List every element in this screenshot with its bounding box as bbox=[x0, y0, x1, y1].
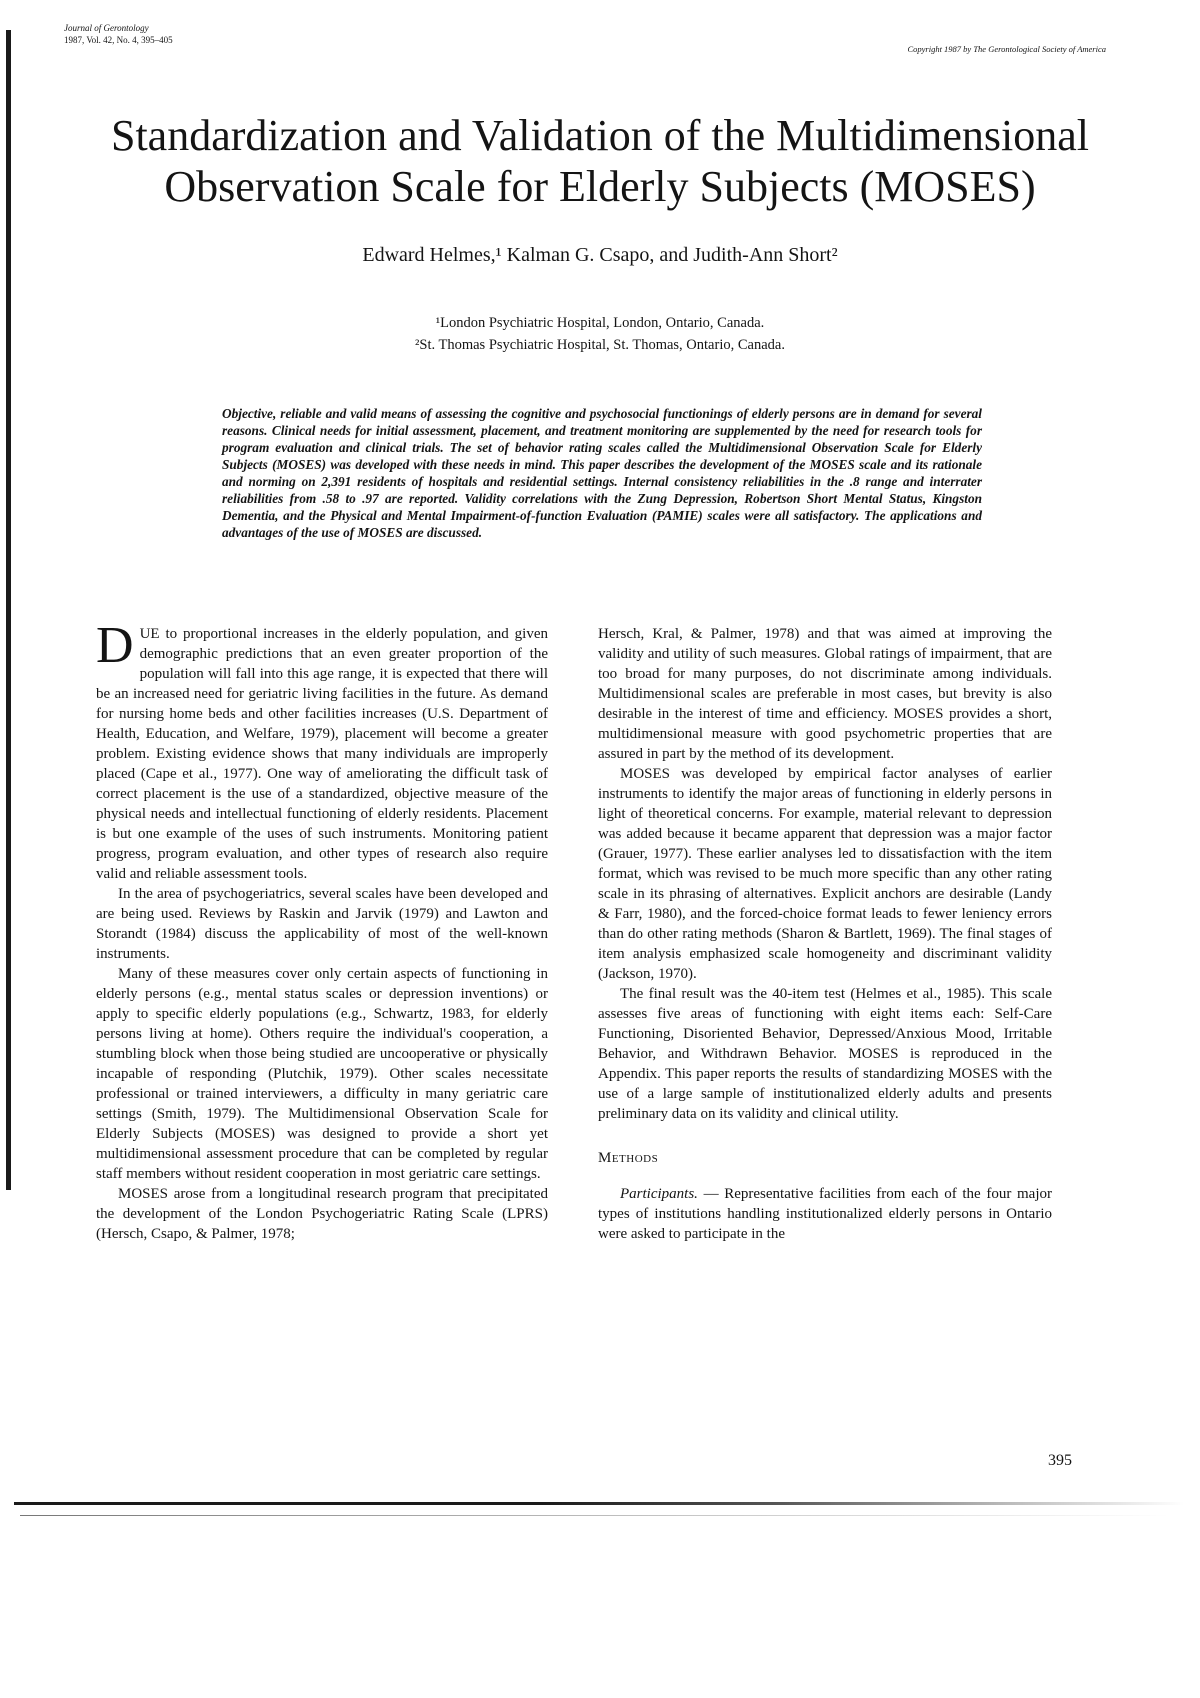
intro-paragraph-2: In the area of psychogeriatrics, several scales have been developed and are being used. Reviews by Raskin and Jarvik (1979) and Lawton and Storandt (1984) discuss the applicability of most of the well-known instruments. bbox=[96, 886, 548, 962]
affiliations bbox=[0, 312, 1200, 356]
intro-paragraph-1-text: UE to proportional increases in the elderly population, and given demographic predictions that an even greater proportion of the population will fall into this age range, it is expected that there will be an increased need for geriatric living facilities in the future. As demand for nursing home beds and other facilities increases (U.S. Department of Health, Education, and Welfare, 1979), placement will become a greater problem. Existing evidence shows that many individuals are improperly placed (Cape et al., 1977). One way of ameliorating the difficult task of correct placement is the use of a standardized, objective measure of the physical needs and intellectual functioning of elderly residents. Placement is but one example of the uses of such instruments. Monitoring patient progress, program evaluation, and other types of research also require valid and reliable assessment tools. bbox=[96, 626, 548, 882]
affiliation-1: ¹London Psychiatric Hospital, London, Ontario, Canada. bbox=[435, 315, 765, 331]
scan-bottom-rule-faint bbox=[20, 1515, 1170, 1516]
participants-runin: Participants. bbox=[620, 1186, 698, 1202]
drop-cap: D bbox=[96, 617, 134, 674]
left-column bbox=[96, 617, 548, 1244]
participants-text: — Representative facilities from each of the four major types of institutions handling institutionalized elderly persons in Ontario were asked to participate in the bbox=[598, 1186, 1052, 1242]
scan-bottom-rule bbox=[14, 1502, 1184, 1505]
intro-paragraph-5: Hersch, Kral, & Palmer, 1978) and that was aimed at improving the validity and utility of such measures. Global ratings of impairment, that are too broad for many purposes, do not discriminate among individuals. Multidimensional scales are preferable in most cases, but brevity is also desirable in the interest of time and efficiency. MOSES provides a short, multidimensional measure with good psychometric properties that are assured in part by the method of its development. bbox=[598, 626, 1052, 762]
intro-paragraph-6: MOSES was developed by empirical factor analyses of earlier instruments to identify the major areas of functioning in elderly persons in light of theoretical concerns. For example, material relevant to depression was added because it became apparent that depression was a major factor (Grauer, 1977). These earlier analyses led to dissatisfaction with the item format, which was revised to be much more specific than any other rating scale in its phrasing of alternatives. Explicit anchors are desirable (Landy & Farr, 1980), and the forced-choice format leads to fewer leniency errors than do other rating methods (Sharon & Bartlett, 1969). The final stages of item analysis emphasized scale homogeneity and discriminant validity (Jackson, 1970). bbox=[598, 766, 1052, 982]
abstract: Objective, reliable and valid means of assessing the cognitive and psychosocial functionings of elderly persons are in demand for several reasons. Clinical needs for initial assessment, placement, and treatment monitoring are supplemented by the need for research tools for program evaluation and clinical trials. The set of behavior rating scales called the Multidimensional Observation Scale for Elderly Subjects (MOSES) was developed with these needs in mind. This paper describes the development of the MOSES scale and its rationale and norming on 2,391 residents of hospitals and residential settings. Internal consistency reliabilities in the .8 range and interrater reliabilities from .58 to .97 are reported. Validity correlations with the Zung Depression, Robertson Short Mental Status, Kingston Dementia, and the Physical and Mental Impairment-of-function Evaluation (PAMIE) scales were all satisfactory. The applications and advantages of the use of MOSES are discussed. bbox=[222, 406, 982, 540]
affiliation-2: ²St. Thomas Psychiatric Hospital, St. Thomas, Ontario, Canada. bbox=[415, 337, 785, 353]
intro-paragraph-4: MOSES arose from a longitudinal research program that precipitated the development of the London Psychogeriatric Rating Scale (LPRS) (Hersch, Csapo, & Palmer, 1978; bbox=[96, 1186, 548, 1242]
paper-title bbox=[0, 110, 1200, 212]
intro-paragraph-1 bbox=[96, 617, 548, 884]
intro-paragraph-7: The final result was the 40-item test (Helmes et al., 1985). This scale assesses five areas of functioning with eight items each: Self-Care Functioning, Disoriented Behavior, Depressed/Anxious Mood, Irritable Behavior, and Withdrawn Behavior. MOSES is reproduced in the Appendix. This paper reports the results of standardizing MOSES with the use of a large sample of institutionalized elderly adults and presents preliminary data on its validity and clinical utility. bbox=[598, 986, 1052, 1122]
page-number: 395 bbox=[1048, 1452, 1072, 1469]
title-line-1: Standardization and Validation of the Multidimensional bbox=[110, 111, 1089, 160]
right-column bbox=[598, 624, 1052, 1244]
copyright-notice: Copyright 1987 by The Gerontological Society of America bbox=[907, 44, 1106, 54]
participants-paragraph bbox=[598, 1184, 1052, 1244]
volume-info: 1987, Vol. 42, No. 4, 395–405 bbox=[64, 35, 173, 45]
journal-name: Journal of Gerontology bbox=[64, 23, 149, 33]
title-line-2: Observation Scale for Elderly Subjects (MOSES) bbox=[164, 162, 1036, 211]
author-list: Edward Helmes,¹ Kalman G. Csapo, and Judith-Ann Short² bbox=[362, 244, 838, 266]
journal-header bbox=[64, 22, 173, 46]
methods-heading: Methods bbox=[598, 1150, 659, 1166]
intro-paragraph-3: Many of these measures cover only certain aspects of functioning in elderly persons (e.g., mental status scales or depression inventions) or apply to specific elderly populations (e.g., Schwartz, 1983, for elderly persons living at home). Others require the individual's cooperation, a stumbling block when those being studied are uncooperative or physically incapable of responding (Plutchik, 1979). Other scales necessitate professional or trained interviewers, a difficulty in many geriatric care settings (Smith, 1979). The Multidimensional Observation Scale for Elderly Subjects (MOSES) was designed to provide a short yet multidimensional assessment procedure that can be completed by regular staff members without resident cooperation in most geriatric care settings. bbox=[96, 966, 548, 1182]
